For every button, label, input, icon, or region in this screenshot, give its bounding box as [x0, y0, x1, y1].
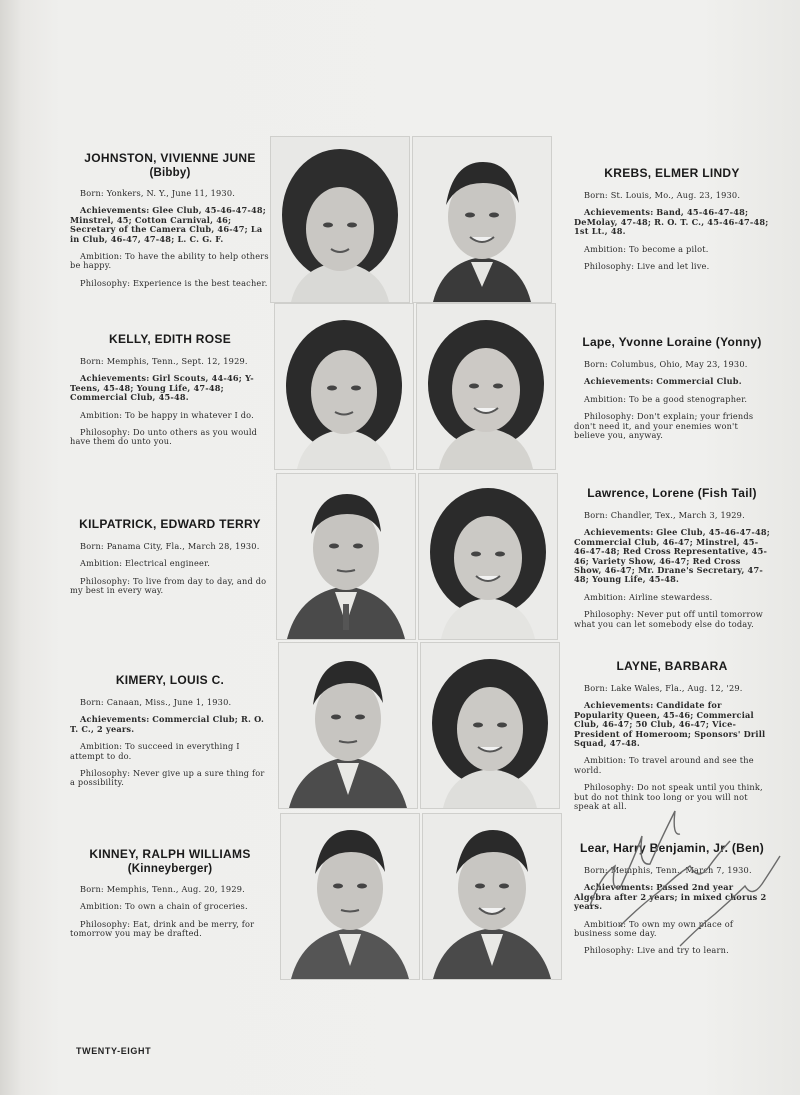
student-name: KILPATRICK, EDWARD TERRY [79, 517, 261, 531]
ambition-line: Ambition: To be happy in whatever I do. [80, 409, 254, 420]
born-line: Born: Lake Wales, Fla., Aug. 12, '29. [584, 683, 743, 693]
achievements-line [574, 377, 770, 386]
achievements-line [574, 528, 770, 584]
achievements-line [574, 883, 770, 911]
student-entry-kimery [70, 672, 270, 796]
achievements-text: Passed 2nd year Algebra after 2 years; in mixed chorus 2 years. [574, 882, 767, 912]
portrait-male-icon [279, 643, 417, 808]
achievements-label: Achievements: [584, 376, 654, 387]
portrait-kinney [280, 813, 420, 980]
portrait-female-icon [271, 137, 409, 302]
achievements-line [574, 208, 770, 236]
born-line: Born: Panama City, Fla., March 28, 1930. [80, 541, 260, 551]
student-entry-kinney [70, 846, 270, 947]
achievements-line [574, 701, 770, 748]
portrait-male-icon [423, 814, 561, 979]
student-entry-lape [574, 334, 770, 448]
student-entry-krebs [574, 165, 770, 279]
portrait-lape [416, 303, 556, 470]
ambition-line: Ambition: To own a chain of groceries. [80, 901, 248, 912]
achievements-label: Achievements: [80, 205, 150, 216]
achievements-text: Girl Scouts, 44-46; Y-Teens, 45-48; Young Life, 47-48; Commercial Club, 45-48. [70, 373, 254, 403]
portrait-kelly [274, 303, 414, 470]
ambition-line: Ambition: Electrical engineer. [80, 558, 211, 569]
student-name: KELLY, EDITH ROSE [108, 332, 231, 346]
born-line: Born: Memphis, Tenn., Aug. 20, 1929. [80, 884, 245, 894]
portrait-johnston [270, 136, 410, 303]
portrait-krebs [412, 136, 552, 303]
student-name: Lape, Yvonne Loraine (Yonny) [582, 335, 762, 349]
achievements-label: Achievements: [80, 714, 150, 725]
ambition-line: Ambition: To be a good stenographer. [584, 393, 748, 404]
student-name: JOHNSTON, VIVIENNE JUNE [84, 151, 256, 165]
achievements-text: Band, 45-46-47-48; DeMolay, 47-48; R. O. T. C., 45-46-47-48; 1st Lt., 48. [574, 207, 769, 237]
achievements-text: Glee Club, 45-46-47-48; Commercial Club, 46-47; Minstrel, 45-46-47-48; Red Cross Representative, 45-46; Variety Show, 46-47; Red Cross Show, 46-47; Mr. Drane's Secretary, 47-48; Young Life, 45-48. [574, 527, 771, 585]
student-name: KREBS, ELMER LINDY [604, 166, 740, 180]
philosophy-line: Philosophy: Experience is the best teacher. [80, 277, 268, 288]
student-name: KINNEY, RALPH WILLIAMS [89, 847, 251, 861]
achievements-label: Achievements: [584, 700, 654, 711]
student-entry-kilpatrick [70, 516, 270, 604]
born-line: Born: Chandler, Tex., March 3, 1929. [584, 510, 745, 520]
student-entry-layne [574, 658, 770, 819]
achievements-line [70, 715, 270, 734]
portrait-lear [422, 813, 562, 980]
born-line: Born: St. Louis, Mo., Aug. 23, 1930. [584, 190, 741, 200]
achievements-text: Commercial Club. [656, 376, 742, 387]
born-line: Born: Yonkers, N. Y., June 11, 1930. [80, 188, 236, 198]
ambition-line: Ambition: To own my own place of business some day. [574, 918, 734, 939]
ambition-line: Ambition: To travel around and see the world. [574, 755, 754, 775]
philosophy-line: Philosophy: Never give up a sure thing for a possibility. [70, 768, 265, 788]
page-number-footer: TWENTY-EIGHT [76, 1046, 152, 1056]
philosophy-line: Philosophy: Live and let live. [584, 261, 710, 272]
philosophy-line: Philosophy: Don't explain; your friends don't need it, and your enemies won't believe you, anyway. [574, 411, 754, 441]
achievements-label: Achievements: [80, 373, 150, 384]
portrait-kimery [278, 642, 418, 809]
student-name: LAYNE, BARBARA [616, 659, 728, 673]
philosophy-line: Philosophy: Eat, drink and be merry, for tomorrow you may be drafted. [70, 918, 255, 939]
portrait-female-icon [417, 304, 555, 469]
portrait-layne [420, 642, 560, 809]
philosophy-line: Philosophy: To live from day to day, and do my best in every way. [70, 575, 267, 596]
born-line: Born: Memphis, Tenn., Sept. 12, 1929. [80, 356, 248, 366]
born-line: Born: Columbus, Ohio, May 23, 1930. [584, 359, 748, 369]
philosophy-line: Philosophy: Live and try to learn. [584, 945, 729, 956]
achievements-text: Glee Club, 45-46-47-48; Minstrel, 45; Cotton Carnival, 46; Secretary of the Camera Club, 46-47; La in Club, 46-47, 47-48; L. C. G. F. [70, 205, 267, 244]
achievements-label: Achievements: [584, 207, 654, 218]
achievements-label: Achievements: [584, 882, 654, 893]
achievements-label: Achievements: [584, 527, 654, 538]
student-entry-kelly [70, 331, 270, 455]
student-nickname: (Kinneyberger) [127, 863, 213, 875]
student-name: KIMERY, LOUIS C. [115, 673, 225, 687]
born-line: Born: Canaan, Miss., June 1, 1930. [80, 697, 232, 707]
ambition-line: Ambition: To succeed in everything I attempt to do. [70, 741, 240, 761]
achievements-line [70, 374, 270, 402]
achievements-line [70, 206, 270, 244]
student-entry-johnston [70, 150, 270, 296]
student-entry-lawrence [574, 485, 770, 637]
portrait-male-icon [281, 814, 419, 979]
student-name: Lawrence, Lorene (Fish Tail) [587, 486, 757, 500]
portrait-lawrence [418, 473, 558, 640]
philosophy-line: Philosophy: Never put off until tomorrow what you can let somebody else do today. [574, 609, 763, 629]
portrait-female-icon [275, 304, 413, 469]
ambition-line: Ambition: To have the ability to help others be happy. [70, 251, 269, 271]
philosophy-line: Philosophy: Do unto others as you would have them do unto you. [70, 427, 258, 447]
achievements-text: Candidate for Popularity Queen, 45-46; Commercial Club, 46-47; 50 Club, 46-47; Vice-President of Homeroom; Sponsors' Drill Squad, 47-48. [574, 700, 766, 749]
student-nickname: (Bibby) [149, 167, 191, 179]
student-entry-lear [574, 840, 770, 964]
born-line: Born: Memphis, Tenn., March 7, 1930. [584, 865, 752, 875]
ambition-line: Ambition: Airline stewardess. [584, 591, 713, 602]
achievements-text: Commercial Club; R. O. T. C., 2 years. [70, 714, 265, 734]
portrait-male-icon [413, 137, 551, 302]
portrait-female-icon [421, 643, 559, 808]
portrait-female-icon [419, 474, 557, 639]
philosophy-line: Philosophy: Do not speak until you think, but do not think too long or you will not speak at all. [574, 782, 763, 812]
student-name: Lear, Harry Benjamin, Jr. (Ben) [579, 841, 765, 855]
portrait-male-icon [277, 474, 415, 639]
portrait-kilpatrick [276, 473, 416, 640]
ambition-line: Ambition: To become a pilot. [584, 243, 709, 254]
